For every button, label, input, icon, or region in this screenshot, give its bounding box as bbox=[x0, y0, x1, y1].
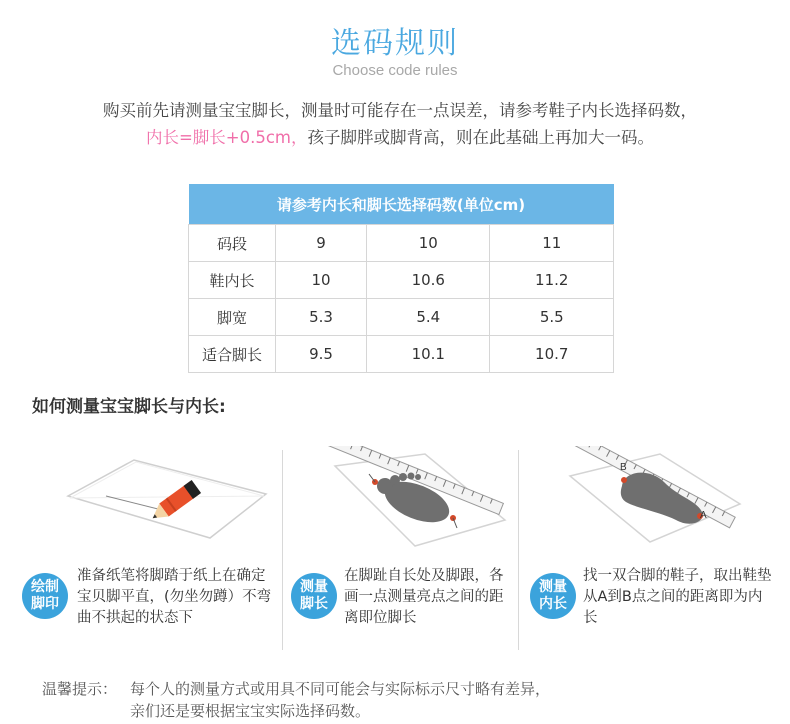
row-label: 码段 bbox=[189, 225, 276, 262]
tip-line-2: 亲们还是要根据宝宝实际选择码数。 bbox=[130, 702, 371, 720]
table-cell: 5.5 bbox=[490, 299, 614, 336]
table-row bbox=[189, 336, 614, 373]
table-cell: 10 bbox=[367, 225, 490, 262]
table-row bbox=[189, 262, 614, 299]
row-label: 适合脚长 bbox=[189, 336, 276, 373]
table-row bbox=[189, 299, 614, 336]
intro-line-2-rest: 孩子脚胖或脚背高，则在此基础上再加大一码。 bbox=[307, 128, 655, 147]
table-caption: 请参考内长和脚长选择码数(单位cm) bbox=[189, 184, 614, 225]
intro-line-1: 购买前先请测量宝宝脚长，测量时可能存在一点误差，请参考鞋子内长选择码数， bbox=[103, 101, 697, 120]
row-label: 脚宽 bbox=[189, 299, 276, 336]
howto-heading: 如何测量宝宝脚长与内长: bbox=[32, 397, 226, 417]
size-table bbox=[188, 184, 614, 373]
table-cell: 10.7 bbox=[490, 336, 614, 373]
page-title: 选码规则 bbox=[331, 26, 459, 61]
column-divider bbox=[282, 450, 283, 650]
table-row bbox=[189, 225, 614, 262]
table-cell: 10.1 bbox=[367, 336, 490, 373]
point-a-label: A bbox=[700, 510, 707, 521]
step-text-draw-footprint: 准备纸笔将脚踏于纸上在确定宝贝脚平直，(勿坐勿蹲）不弯曲不拱起的状态下 bbox=[77, 568, 272, 626]
table-cell: 10.6 bbox=[367, 262, 490, 299]
footprint-ruler-icon bbox=[305, 446, 515, 556]
insole-ruler-icon bbox=[540, 446, 750, 556]
row-label: 鞋内长 bbox=[189, 262, 276, 299]
table-cell: 9 bbox=[276, 225, 367, 262]
tip-line-1: 每个人的测量方式或用具不同可能会与实际标示尺寸略有差异， bbox=[130, 680, 551, 698]
table-cell: 11.2 bbox=[490, 262, 614, 299]
step-badge-measure-insole: 测量内长 bbox=[530, 573, 576, 619]
point-b-label: B bbox=[620, 462, 627, 473]
intro-line-2 bbox=[30, 124, 770, 151]
step-badge-measure-foot: 测量脚长 bbox=[291, 573, 337, 619]
table-header-row bbox=[189, 184, 614, 225]
table-cell: 5.3 bbox=[276, 299, 367, 336]
page-subtitle: Choose code rules bbox=[332, 62, 458, 79]
step-badge-draw-footprint: 绘制脚印 bbox=[22, 573, 68, 619]
pencil-paper-icon bbox=[60, 446, 270, 556]
table-cell: 5.4 bbox=[367, 299, 490, 336]
intro-text bbox=[30, 97, 770, 151]
table-cell: 9.5 bbox=[276, 336, 367, 373]
step-text-measure-insole: 找一双合脚的鞋子，取出鞋垫从A到B点之间的距离即为内长 bbox=[583, 568, 772, 626]
table-cell: 11 bbox=[490, 225, 614, 262]
step-text-measure-foot: 在脚趾自长处及脚跟，各画一点测量亮点之间的距离即位脚长 bbox=[344, 568, 504, 626]
tip-label: 温馨提示： bbox=[42, 680, 118, 698]
table-cell: 10 bbox=[276, 262, 367, 299]
column-divider bbox=[518, 450, 519, 650]
intro-highlight: 内长=脚长+0.5cm， bbox=[145, 128, 308, 147]
